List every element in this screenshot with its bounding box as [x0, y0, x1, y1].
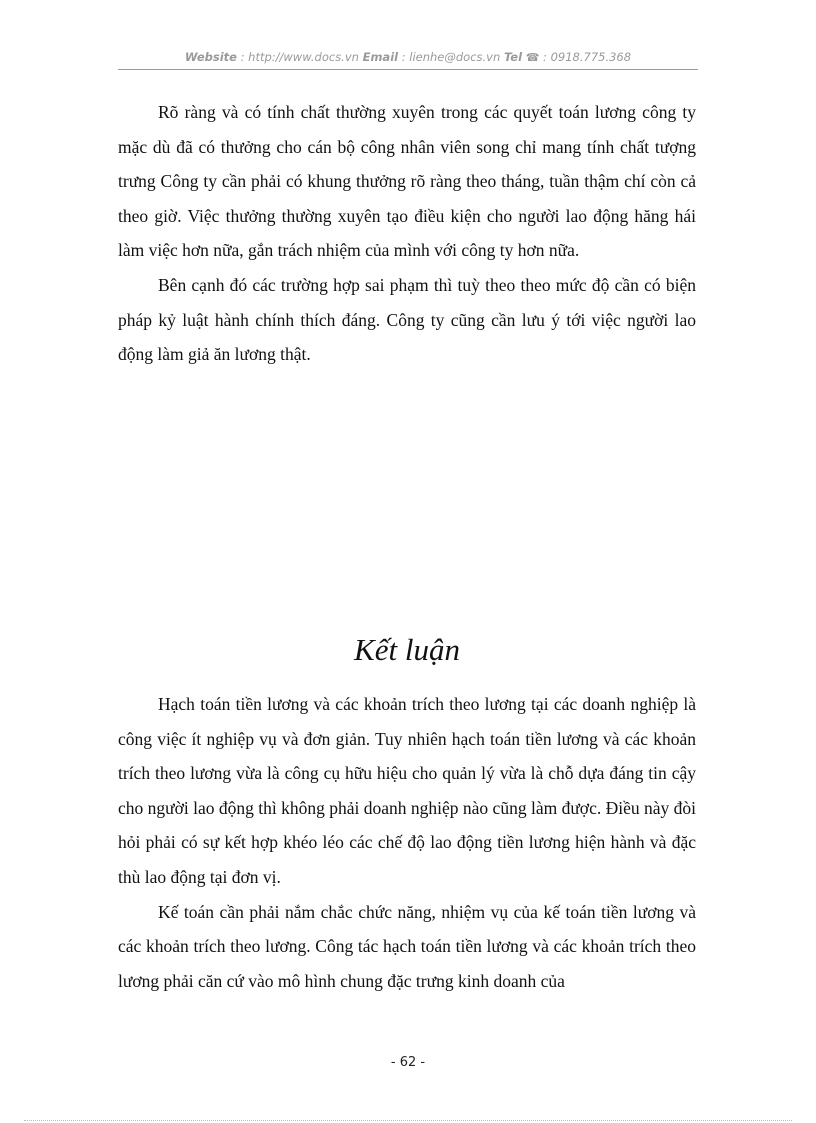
paragraph: Rõ ràng và có tính chất thường xuyên trong các quyết toán lương công ty mặc dù đã có thưởng cho cán bộ công nhân viên song chỉ mang tính chất tượng trưng Công ty cần phải có khung thưởng rõ ràng theo tháng, tuần thậm chí còn cả theo giờ. Việc thưởng thường xuyên tạo điều kiện cho người lao động hăng hái làm việc hơn nữa, gắn trách nhiệm của mình với công ty hơn nữa.: [118, 102, 696, 261]
paragraph: Kế toán cần phải nắm chắc chức năng, nhiệm vụ của kế toán tiền lương và các khoản trích theo lương. Công tác hạch toán tiền lương và các khoản trích theo lương phải căn cứ vào mô hình chung đặc trưng kinh doanh của: [118, 901, 696, 991]
conclusion-heading: Kết luận: [354, 632, 460, 667]
header-divider: [118, 69, 698, 70]
section-body: [118, 95, 696, 372]
paragraph: Bên cạnh đó các trường hợp sai phạm thì tuỳ theo theo mức độ cần có biện pháp kỷ luật hành chính thích đáng. Công ty cũng cần lưu ý tới việc người lao động làm giả ăn lương thật.: [118, 274, 696, 365]
page-number: - 62 -: [390, 1055, 426, 1070]
website-label: Website: [184, 50, 237, 64]
page-header: [118, 50, 698, 64]
phone-icon: ☎: [525, 51, 540, 64]
website-value: : http://www.docs.vn: [236, 50, 363, 64]
email-value: : lienhe@docs.vn: [398, 50, 504, 64]
tel-value: : 0918.775.368: [539, 50, 632, 64]
email-label: Email: [362, 50, 399, 64]
tel-label: Tel: [503, 50, 523, 64]
footer-divider: [24, 1120, 792, 1121]
paragraph: Hạch toán tiền lương và các khoản trích theo lương tại các doanh nghiệp là công việc ít nghiệp vụ và đơn giản. Tuy nhiên hạch toán tiền lương và các khoản trích theo lương vừa là công cụ hữu hiệu cho quản lý vừa là chỗ dựa đáng tin cậy cho người lao động thì không phải doanh nghiệp nào cũng làm được. Điều này đòi hỏi phải có sự kết hợp khéo léo các chế độ lao động tiền lương hiện hành và đặc thù lao động tại đơn vị.: [118, 694, 696, 887]
conclusion-body: [118, 687, 696, 998]
